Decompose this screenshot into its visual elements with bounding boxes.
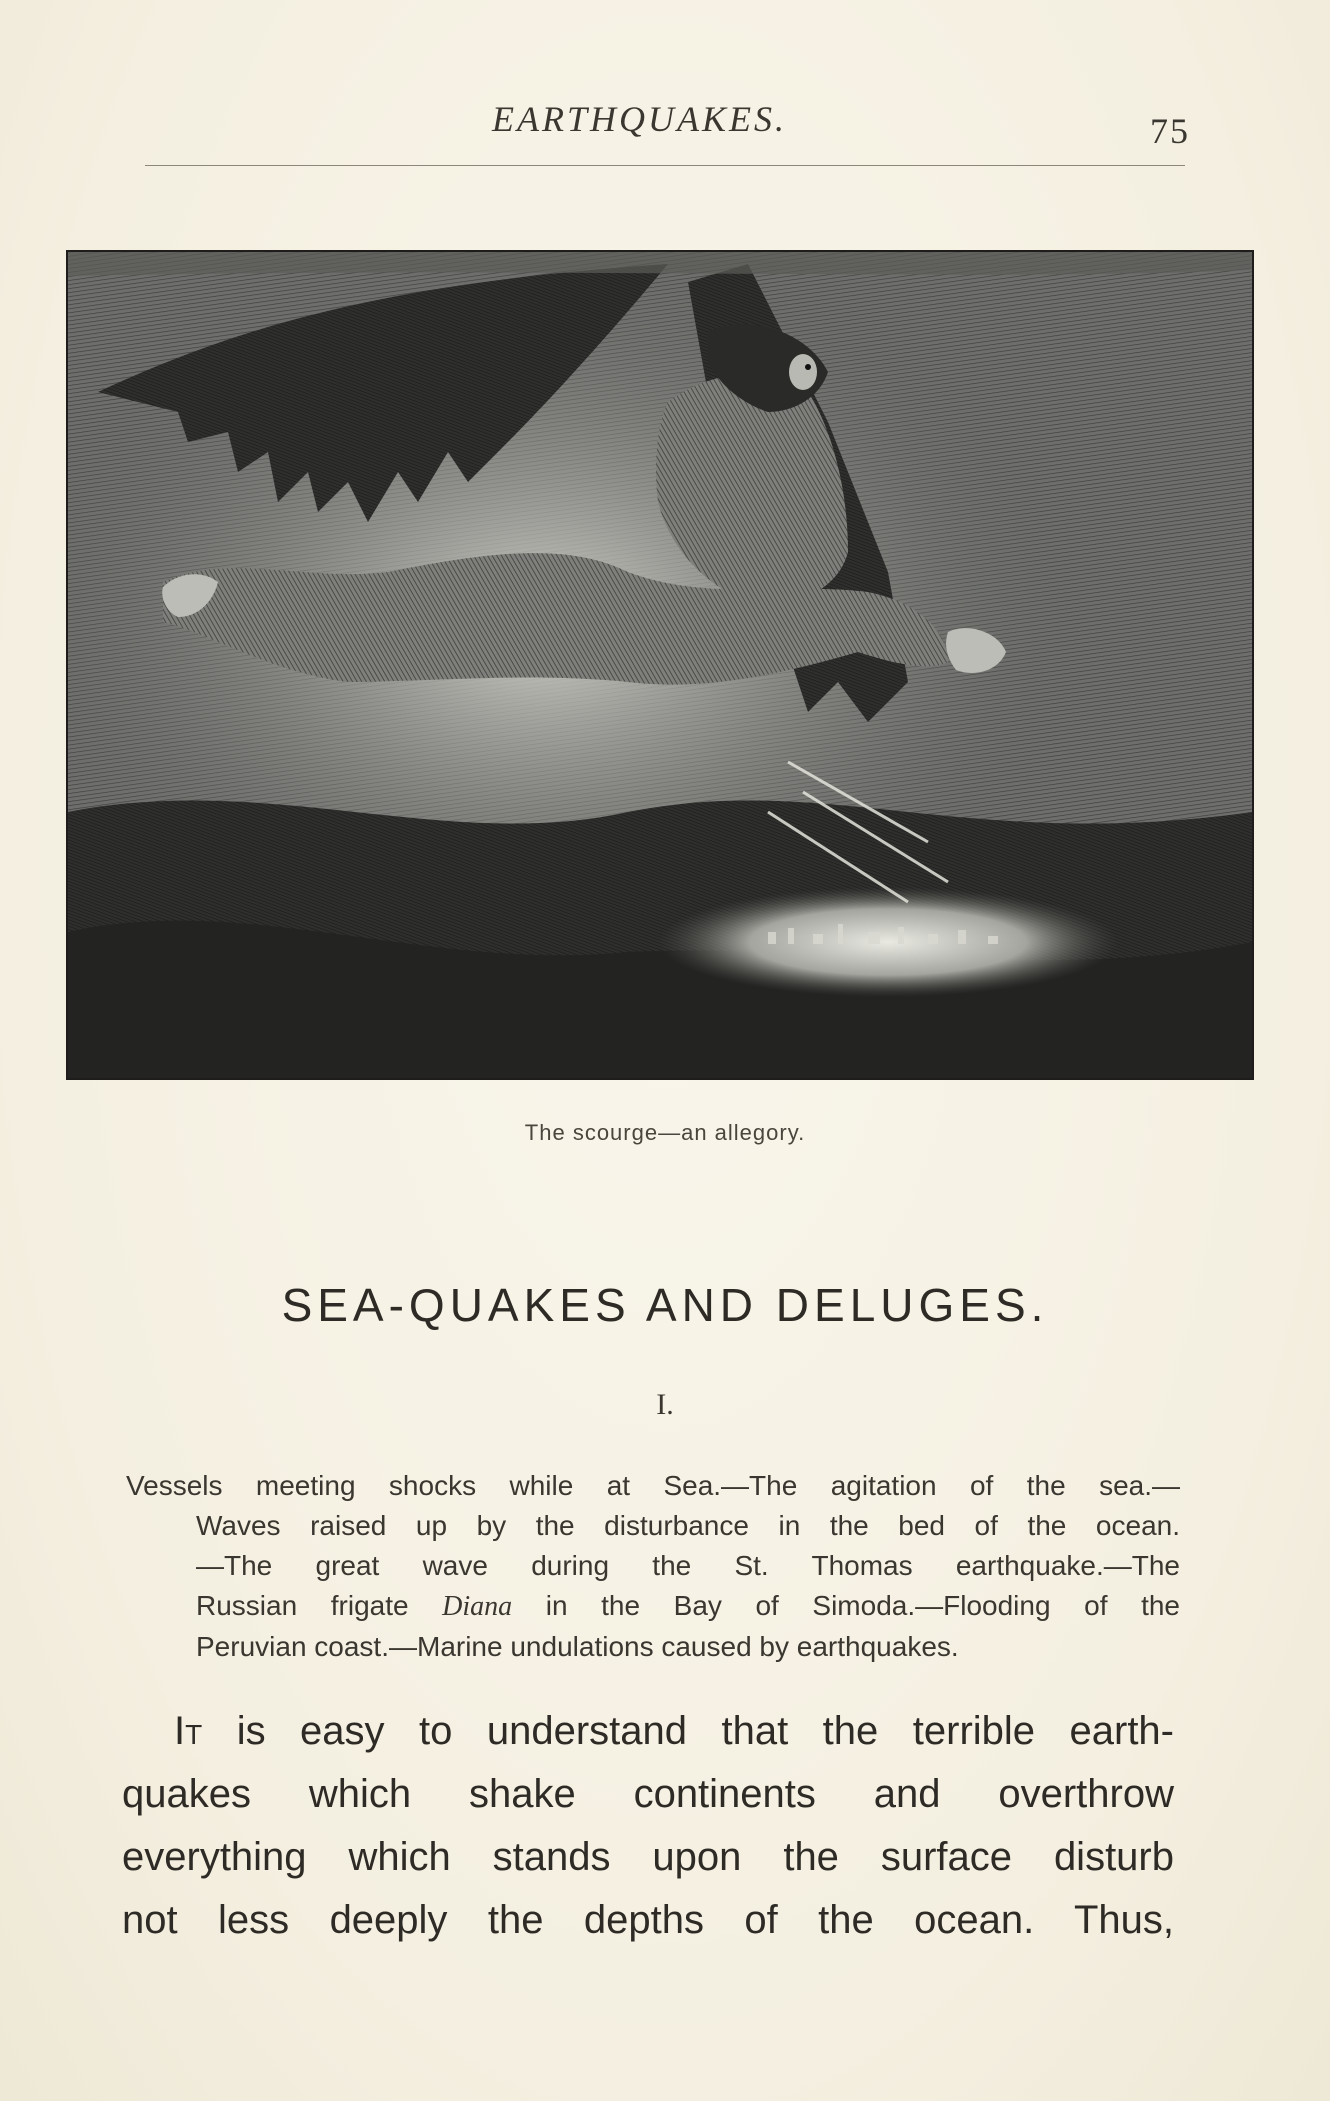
top-sky-band — [68, 252, 1252, 276]
running-head — [0, 98, 1330, 151]
chapter-title: SEA-QUAKES AND DELUGES. — [281, 1279, 1049, 1331]
synopsis-line: Waves raised up by the disturbance in the bed of the ocean. — [196, 1510, 1180, 1541]
eye — [805, 364, 811, 370]
synopsis-line: Vessels meeting shocks while at Sea.—The agitation of the sea.— — [126, 1470, 1180, 1501]
body-line — [122, 1700, 1174, 1763]
synopsis-text: in the Bay of Simoda.—Flooding of the — [512, 1590, 1180, 1621]
chapter-synopsis — [126, 1466, 1180, 1667]
glowing-city — [658, 887, 1118, 997]
synopsis-line — [126, 1586, 1180, 1627]
synopsis-text: Russian frigate — [196, 1590, 443, 1621]
synopsis-line: Peruvian coast.—Marine undulations caused by earthquakes. — [196, 1631, 959, 1662]
allegory-engraving — [68, 252, 1252, 1078]
body-line: not less deeply the depths of the ocean. Thus, — [122, 1898, 1174, 1942]
dropcap: It — [174, 1709, 203, 1753]
figure-caption: The scourge—an allegory. — [524, 1120, 806, 1145]
face — [789, 354, 817, 390]
body-line: everything which stands upon the surface disturb — [122, 1835, 1174, 1879]
page-number: 75 — [1150, 111, 1190, 151]
header-rule — [145, 165, 1185, 166]
engraving-illustration — [66, 250, 1254, 1080]
body-line: quakes which shake continents and overthrow — [122, 1772, 1174, 1816]
section-number: I. — [656, 1388, 674, 1421]
running-title: EARTHQUAKES. — [492, 99, 787, 139]
ship-name: Diana — [442, 1591, 513, 1622]
body-text: is easy to understand that the terrible earth- — [202, 1709, 1174, 1753]
synopsis-line: —The great wave during the St. Thomas earthquake.—The — [196, 1550, 1180, 1581]
body-paragraph — [122, 1700, 1174, 1952]
